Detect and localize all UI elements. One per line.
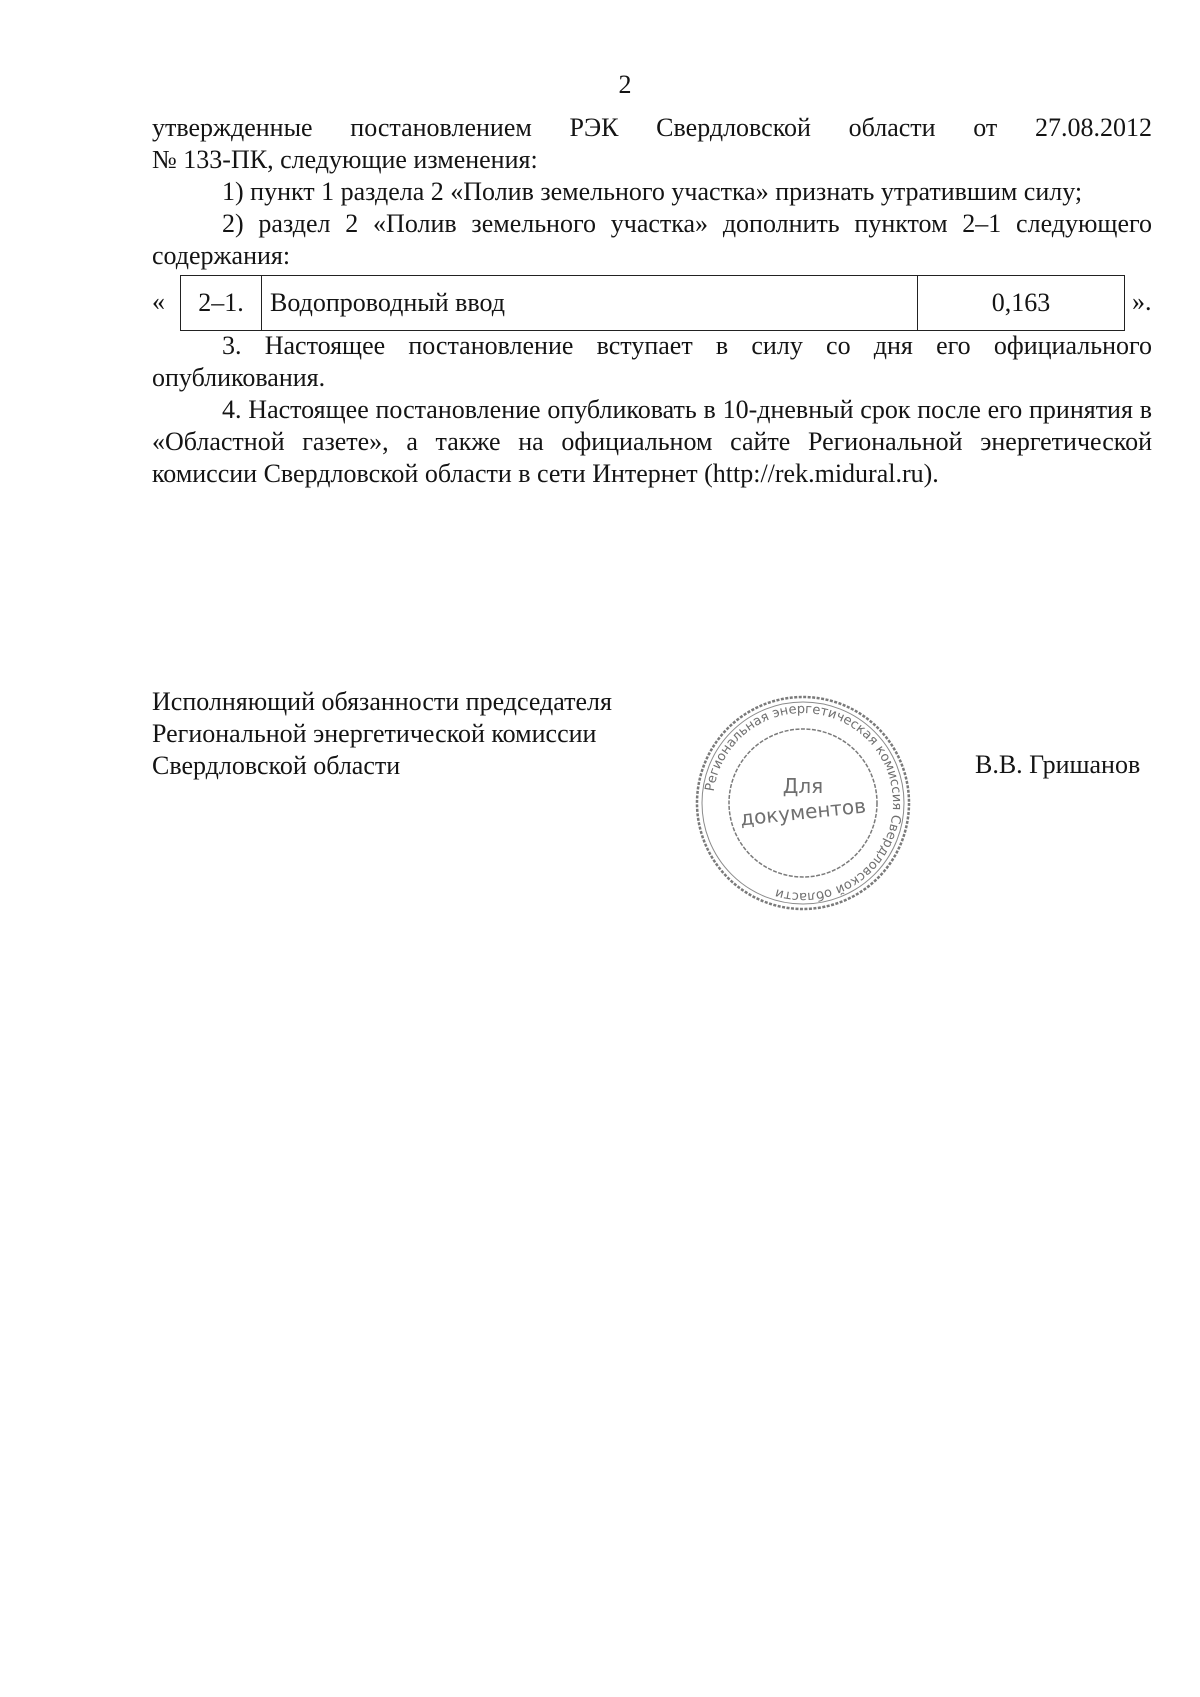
amendment-table	[180, 275, 1125, 331]
table-cell-name: Водопроводный ввод	[262, 276, 918, 331]
signatory-position-line-2: Региональной энергетической комиссии	[152, 719, 597, 748]
intro-line-1: утвержденные постановлением РЭК Свердловской области от 27.08.2012	[152, 113, 1152, 142]
table-cell-number: 2–1.	[181, 276, 262, 331]
signatory-name: В.В. Гришанов	[975, 750, 1141, 779]
signatory-position-line-3: Свердловской области	[152, 751, 401, 780]
stamp-center-line-1: Для	[782, 774, 824, 798]
table-cell-value: 0,163	[918, 276, 1125, 331]
official-stamp	[692, 692, 914, 914]
intro-line-2: № 133-ПК, следующие изменения:	[152, 145, 538, 174]
amendment-item-1: 1) пункт 1 раздела 2 «Полив земельного участка» признать утратившим силу;	[222, 177, 1083, 206]
amendment-item-3: 3. Настоящее постановление вступает в силу со дня его официального опубликования.	[152, 331, 1152, 392]
table-open-quote: «	[152, 287, 165, 316]
stamp-center-line-2: документов	[739, 793, 867, 831]
table-row	[181, 276, 1125, 331]
document-body	[152, 112, 1152, 490]
signature-block	[152, 686, 612, 782]
table-close-quote: ».	[1132, 287, 1152, 316]
amendment-item-2: 2) раздел 2 «Полив земельного участка» дополнить пунктом 2–1 следующего содержания:	[152, 209, 1152, 270]
amendment-table-line	[152, 272, 1152, 330]
stamp-outer-text: Региональная энергетическая комиссия Свердловской области	[702, 701, 905, 905]
signatory-position-line-1: Исполняющий обязанности председателя	[152, 687, 612, 716]
amendment-item-4: 4. Настоящее постановление опубликовать в 10-дневный срок после его принятия в «Областной газете», а также на официальном сайте Региональной энергетической комиссии Свердловской области в сети Интернет (http://rek.midural.ru).	[152, 395, 1152, 488]
page-number: 2	[618, 70, 632, 99]
